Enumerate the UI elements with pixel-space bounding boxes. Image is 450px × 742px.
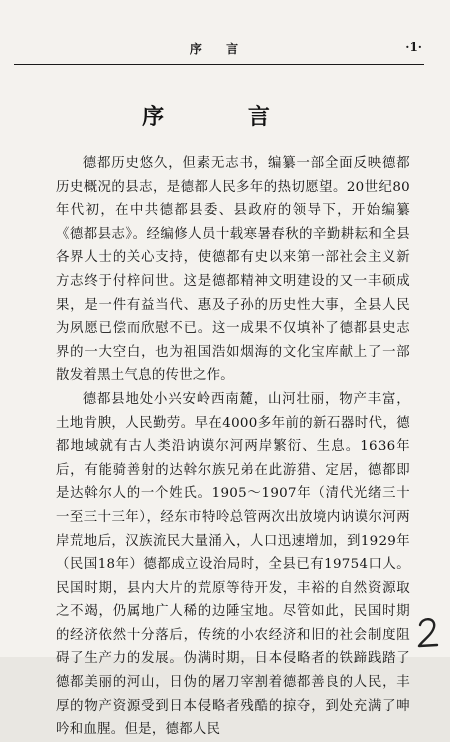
paragraph-1: 德都历史悠久，但素无志书，编纂一部全面反映德都历史概况的县志，是德都人民多年的热切愿望。20世纪80年代初，在中共德都县委、县政府的领导下，开始编纂《德都县志》。经编修人员十载寒暑春秋的辛勤耕耘和全县各界人士的关心支持，使德都有史以来第一部社会主义新方志终于付梓问世。这是德都精神文明建设的又一丰硕成果，是一件有益当代、惠及子孙的历史性大事，全县人民为夙愿已偿而欣慰不已。这一成果不仅填补了德都县史志界的一大空白，也为祖国浩如烟海的文化宝库献上了一部散发着黑土气息的传世之作。	[56, 156, 410, 384]
paragraph-2: 德都县地处小兴安岭西南麓，山河壮丽，物产丰富，土地肯腴，人民勤劳。早在4000多年前的新石器时代，德都地域就有古人类沿讷谟尔河两岸繁衍、生息。1636年后，有能骑善射的达斡尔族兄弟在此游猎、定居，德都即是达斡尔人的一个姓氏。1905～1907年（清代光绪三十一至三十三年），经东市特呤总管两次出放境内讷谟尔河两岸荒地后，汉族流民大量涌入，人口迅速增加，到1929年（民国18年）德都成立设治局时，全县已有19754口人。民国时期，县内大片的荒原等待开发，丰裕的自然资源取之不竭，仍属地广人稀的边陲宝地。尽管如此，民国时期的经济依然十分落后，传统的小农经济和旧的社会制度阻碍了生产力的发展。伪满时期，日本侵略者的铁蹄践踏了德都美丽的河山，日伪的屠刀宰割着德都善良的人民，丰厚的物产资源受到日本侵略者残酷的掠夺，到处充满了呻吟和血腥。但是，德都人民	[56, 391, 410, 738]
running-header-title: 序 言	[189, 42, 249, 56]
chapter-title: 序 言	[142, 104, 308, 130]
header-rule	[14, 64, 424, 65]
handwritten-page-mark	[416, 615, 440, 649]
page-number: ·1·	[405, 40, 422, 54]
body-text	[56, 152, 410, 742]
running-header	[14, 40, 424, 60]
